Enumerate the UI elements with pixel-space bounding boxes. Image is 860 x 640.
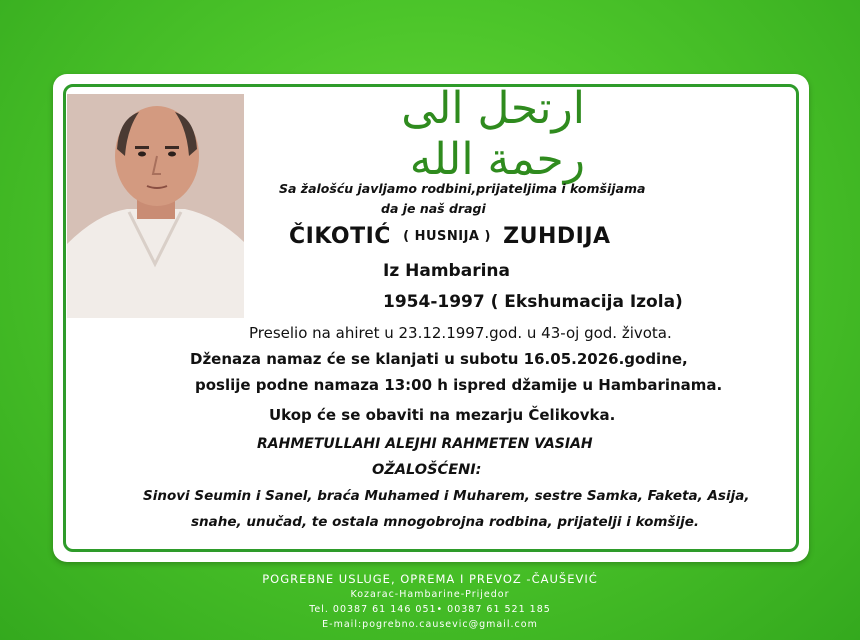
- intro-line-2: da je naš dragi: [381, 201, 486, 216]
- intro-line-1: Sa žalošću javljamo rodbini,prijateljima i komšijama: [279, 181, 646, 196]
- calligraphy-text: ارتحل الى رحمة الله: [401, 83, 585, 185]
- footer-company: POGREBNE USLUGE, OPREMA I PREVOZ -ČAUŠEVIĆ: [262, 572, 598, 586]
- hometown: Iz Hambarina: [383, 261, 510, 281]
- funeral-line-2: poslije podne namaza 13:00 h ispred džamije u Hambarinama.: [195, 376, 723, 394]
- funeral-line-1: Dženaza namaz će se klanjati u subotu 16.05.2026.godine,: [190, 350, 688, 368]
- mourners-title: OŽALOŠĆENI:: [372, 462, 482, 478]
- obituary-card: [53, 74, 809, 562]
- mourners-line-1: Sinovi Seumin i Sanel, braća Muhamed i Muharem, sestre Samka, Faketa, Asija,: [143, 488, 750, 504]
- footer-address: Kozarac-Hambarine-Prijedor: [350, 589, 510, 600]
- given-name: ZUHDIJA: [503, 224, 611, 249]
- burial-line: Ukop će se obaviti na mezarju Čelikovka.: [269, 406, 616, 424]
- death-date-line: Preselio na ahiret u 23.12.1997.god. u 43-oj god. života.: [249, 324, 672, 342]
- arabic-calligraphy: [335, 83, 585, 185]
- footer-email: E-mail:pogrebno.causevic@gmail.com: [322, 619, 538, 630]
- mourners-line-2: snahe, unučad, te ostala mnogobrojna rodbina, prijatelji i komšije.: [191, 514, 699, 530]
- footer-phones: Tel. 00387 61 146 051• 00387 61 521 185: [309, 604, 551, 615]
- portrait-photo: [67, 94, 244, 318]
- prayer-line: RAHMETULLAHI ALEJHI RAHMETEN VASIAH: [257, 436, 593, 452]
- life-years: 1954-1997 ( Ekshumacija Izola): [383, 292, 683, 312]
- surname: ČIKOTIĆ: [289, 224, 391, 249]
- deceased-name: [289, 224, 611, 249]
- nickname: ( HUSNIJA ): [403, 229, 491, 244]
